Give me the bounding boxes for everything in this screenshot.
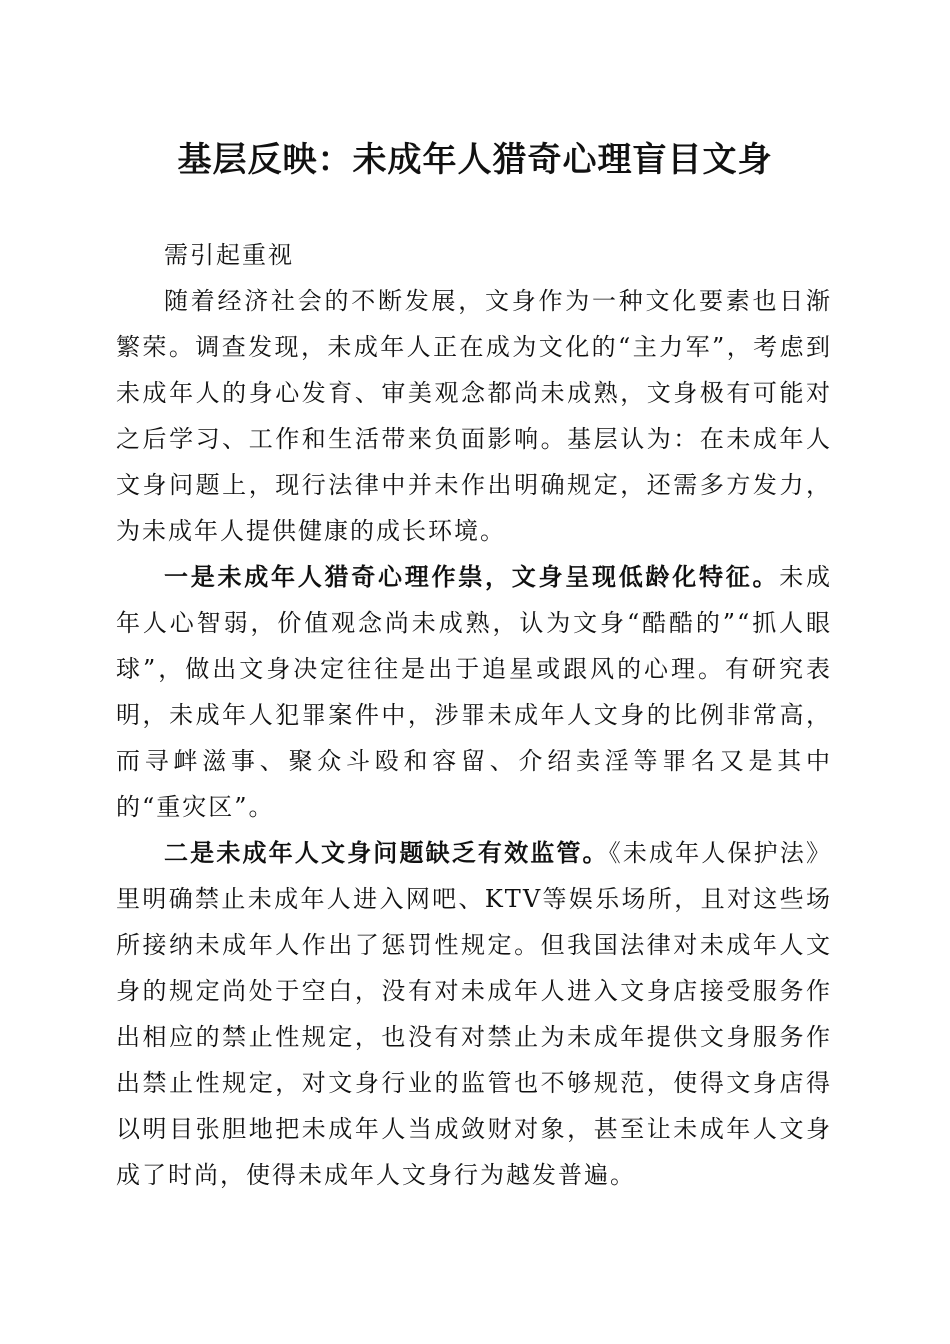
paragraph-point-two-lead: 二是未成年人文身问题缺乏有效监管。 [164,838,609,867]
document-subtitle: 需引起重视 [164,241,294,269]
paragraph-point-one [116,554,832,830]
paragraph-point-two [116,830,832,1198]
paragraph-point-one-text: 未成年人心智弱，价值观念尚未成熟，认为文身“酷酷的”“抓人眼球”，做出文身决定往往是出于追星或跟风的心理。有研究表明，未成年人犯罪案件中，涉罪未成年人文身的比例非常高，而寻衅滋事、聚众斗殴和容留、介绍卖淫等罪名又是其中的“重灾区”。 [116,563,832,821]
paragraph-intro [116,278,832,554]
document-title: 基层反映：未成年人猎奇心理盲目文身 [177,140,773,180]
paragraph-intro-text: 随着经济社会的不断发展，文身作为一种文化要素也日渐繁荣。调查发现，未成年人正在成为文化的“主力军”，考虑到未成年人的身心发育、审美观念都尚未成熟，文身极有可能对之后学习、工作和生活带来负面影响。基层认为：在未成年人文身问题上，现行法律中并未作出明确规定，还需多方发力，为未成年人提供健康的成长环境。 [116,287,832,545]
document-body [116,232,832,1198]
paragraph-point-one-lead: 一是未成年人猎奇心理作祟，文身呈现低龄化特征。 [164,562,780,591]
paragraph-point-two-text: 《未成年人保护法》里明确禁止未成年人进入网吧、KTV等娱乐场所，且对这些场所接纳未成年人作出了惩罚性规定。但我国法律对未成年人文身的规定尚处于空白，没有对未成年人进入文身店接受服务作出相应的禁止性规定，也没有对禁止为未成年提供文身服务作出禁止性规定，对文身行业的监管也不够规范，使得文身店得以明目张胆地把未成年人当成敛财对象，甚至让未成年人文身成了时尚，使得未成年人文身行为越发普遍。 [116,839,832,1189]
